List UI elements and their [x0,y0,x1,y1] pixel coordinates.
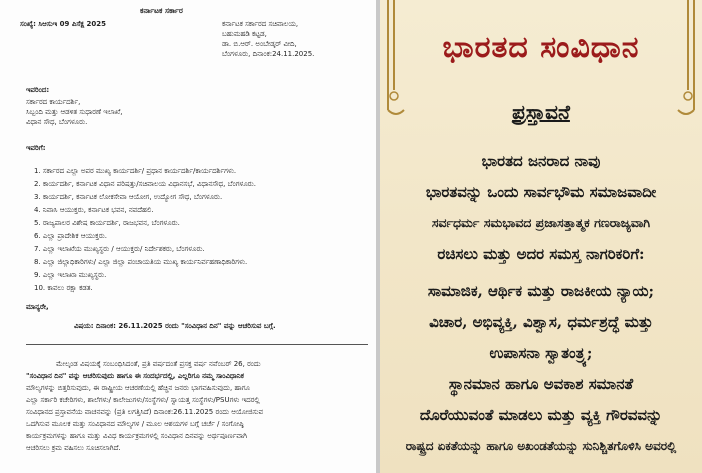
office-line: ಕರ್ನಾಟಕ ಸರ್ಕಾರದ ಸಚಿವಾಲಯ, [222,20,299,28]
list-item: 2. ಕಾರ್ಯದರ್ಶಿ, ಕರ್ನಾಟಕ ವಿಧಾನ ಪರಿಷತ್ತು/ಸಚಿವಾಲಯ ವಿಧಾನಸಭೆ, ವಿಧಾನಸೌಧ, ಬೆಂಗಳೂರು. [34,180,256,188]
list-item: 1. ಸರ್ಕಾರದ ಎಲ್ಲಾ ಅಪರ ಮುಖ್ಯ ಕಾರ್ಯದರ್ಶಿ/ ಪ್ರಧಾನ ಕಾರ್ಯದರ್ಶಿ/ಕಾರ್ಯದರ್ಶಿಗಳು. [34,167,237,175]
salutation: ಮಾನ್ಯರೇ, [26,303,49,311]
list-item: 9. ಎಲ್ಲಾ ಇಲಾಖಾ ಮುಖ್ಯಸ್ಥರು. [34,271,107,279]
to-label: ಇವರಿಗೆ: [26,144,46,152]
list-item: 3. ಕಾರ್ಯದರ್ಶಿ, ಕರ್ನಾಟಕ ಲೋಕಸೇವಾ ಆಯೋಗ, ಉದ್ಯೋಗ ಸೌಧ, ಬೆಂಗಳೂರು. [34,193,223,201]
office-line: ಬಹುಮಹಡಿ ಕಟ್ಟಡ, [222,30,267,38]
preamble-line: ಸರ್ವಧರ್ಮ ಸಮಭಾವದ ಪ್ರಜಾಸತ್ತಾತ್ಮಕ ಗಣರಾಜ್ಯವಾಗಿ [431,215,651,230]
body-line: ಆಚರಿಸಲು ಕ್ರಮ ವಹಿಸಲು ಸೂಚಿಸಲಾಗಿದೆ. [26,444,121,452]
from-line: ಸಿಬ್ಬಂದಿ ಮತ್ತು ಆಡಳಿತ ಸುಧಾರಣೆ ಇಲಾಖೆ, [26,108,123,116]
preamble-line: ರಾಷ್ಟ್ರದ ಏಕತೆಯನ್ನು ಹಾಗೂ ಅಖಂಡತೆಯನ್ನು ಸುನಿಶ್ಚಿತಗೊಳಿಸಿ ಅವರಲ್ಲಿ [405,439,677,453]
body-line: ಎಲ್ಲಾ ಸರ್ಕಾರಿ ಕಚೇರಿಗಳು, ಶಾಲೆಗಳು/ ಕಾಲೇಜುಗಳು/ಸಂಸ್ಥೆಗಳು/ ಸ್ವಾಯತ್ತ ಸಂಸ್ಥೆಗಳು/PSUಗಳು ಇದರಲ್ಲಿ [26,396,260,404]
letter-ref-no: ಸಂಖ್ಯೆ: ಸಿಆಸುಇ 09 ಪಿಸೆಕ್ಷ 2025 [20,20,107,28]
list-item: 4. ನಿವಾಸಿ ಆಯುಕ್ತರು, ಕರ್ನಾಟಕ ಭವನ, ನವದೆಹಲಿ. [34,206,154,214]
body-line: ಕಾರ್ಯಕ್ರಮಗಳನ್ನು ಹಾಗೂ ಮತ್ತು ವಿವಿಧ ಕಾರ್ಯಕ್ರಮಗಳಲ್ಲಿ ಸಂವಿಧಾನ ದಿನವನ್ನು ಅರ್ಥಪೂರ್ಣವಾಗಿ [26,432,247,440]
list-item: 6. ಎಲ್ಲಾ ಪ್ರಾದೇಶಿಕ ಆಯುಕ್ತರು. [34,232,107,240]
preamble-poster [380,0,702,473]
office-line: ಬೆಂಗಳೂರು, ದಿನಾಂಕ:24.11.2025. [222,50,315,58]
from-line: ವಿಧಾನ ಸೌಧ, ಬೆಂಗಳೂರು. [26,118,88,126]
list-item: 10. ಕಾವಲು ರಕ್ಷಾ ಕಡತ. [34,284,93,292]
preamble-line: ವಿಚಾರ, ಅಭಿವ್ಯಕ್ತಿ, ವಿಶ್ವಾಸ, ಧರ್ಮಶ್ರದ್ಧೆ ಮತ್ತು [429,313,653,331]
subject-line: ವಿಷಯ: ದಿನಾಂಕ: 26.11.2025 ರಂದು "ಸಂವಿಧಾನ ದಿನ" ವನ್ನು ಆಚರಿಸುವ ಬಗ್ಗೆ. [74,322,276,330]
from-line: ಸರ್ಕಾರದ ಕಾರ್ಯದರ್ಶಿ, [26,98,81,106]
list-item: 7. ಎಲ್ಲಾ ಇಲಾಖೆಯ ಮುಖ್ಯಸ್ಥರು / ಆಯುಕ್ತರು/ ನಿರ್ದೇಶಕರು, ಬೆಂಗಳೂರು. [34,245,205,253]
preamble-line: ರಚಿಸಲು ಮತ್ತು ಅದರ ಸಮಸ್ತ ನಾಗರಿಕರಿಗೆ: [437,245,645,263]
preamble-title: ಭಾರತದ ಸಂವಿಧಾನ [442,30,640,65]
preamble-line: ಭಾರತವನ್ನು ಒಂದು ಸಾರ್ವಭೌಮ ಸಮಾಜವಾದೀ [425,183,657,201]
preamble-line: ದೊರೆಯುವಂತೆ ಮಾಡಲು ಮತ್ತು ವ್ಯಕ್ತಿ ಗೌರವವನ್ನು [419,406,663,424]
list-item: 5. ರಾಜ್ಯಪಾಲರ ವಿಶೇಷ ಕಾರ್ಯದರ್ಶಿ, ರಾಜಭವನ, ಬೆಂಗಳೂರು. [34,219,180,227]
preamble-line: ಭಾರತದ ಜನರಾದ ನಾವು [481,152,601,170]
office-line: ಡಾ. ಬಿ.ಆರ್. ಅಂಬೇಡ್ಕರ್ ವೀದಿ, [222,40,297,48]
body-line: ಸಂವಿಧಾನದ ಪ್ರಸ್ತಾವನೆಯ ವಾಚನವನ್ನು (ಪ್ರತಿ ಲಗತ್ತಿಸಿದೆ) ದಿನಾಂಕ:26.11.2025 ರಂದು ಆಯೋಜಿಸುವ [26,408,264,416]
body-line: ಒದಗಿಸುವ ಮೂಲಕ ಮತ್ತು ಸಂವಿಧಾನದ ಮೌಲ್ಯಗಳ / ಮೂಲ ಆಶಯಗಳ ಬಗ್ಗೆ ಚರ್ಚೆ / ಸಂಗೋಷ್ಠಿ [26,420,244,428]
list-item: 8. ಎಲ್ಲಾ ಜಿಲ್ಲಾಧಿಕಾರಿಗಳು/ ಎಲ್ಲಾ ಜಿಲ್ಲಾ ಪಂಚಾಯತಿಯ ಮುಖ್ಯ ಕಾರ್ಯನಿರ್ವಹಣಾಧಿಕಾರಿಗಳು. [34,258,248,266]
divider-rule [26,344,368,345]
letter-gov-header: ಕರ್ನಾಟಕ ಸರ್ಕಾರ [140,6,183,15]
preamble-line: ಉಪಾಸನಾ ಸ್ವಾತಂತ್ರ್ಯ; [489,344,593,362]
from-label: ಇವರಿಂದ: [26,86,50,94]
preamble-line: ಸ್ಥಾನಮಾನ ಹಾಗೂ ಅವಕಾಶ ಸಮಾನತೆ [448,375,634,393]
body-line: ಮೇಲ್ಕಂಡ ವಿಷಯಕ್ಕೆ ಸಂಬಂಧಿಸಿದಂತೆ, ಪ್ರತಿ ವರ್ಷದಂತೆ ಪ್ರಸಕ್ತ ವರ್ಷ ನವೆಂಬರ್ 26, ರಂದು [56,360,261,368]
body-line: ಮೌಲ್ಯಗಳನ್ನು ಬಿತ್ತರಿಸುವುದು, ಈ ರಾಷ್ಟ್ರೀಯ ಆಚರಣೆಯಲ್ಲಿ ಹೆಚ್ಚಿನ ಜನರು ಭಾಗವಹಿಸುವುದು, ಹಾಗೂ [26,384,251,392]
preamble-line: ಸಾಮಾಜಿಕ, ಆರ್ಥಿಕ ಮತ್ತು ರಾಜಕೀಯ ನ್ಯಾಯ; [427,282,655,300]
preamble-subtitle: ಪ್ರಸ್ತಾವನೆ [512,100,570,124]
body-line: "ಸಂವಿಧಾನ ದಿನ" ವನ್ನು ಆಚರಿಸುವುದು ಹಾಗೂ ಈ ಸಂದರ್ಭದಲ್ಲಿ, ಎಲ್ಲರಿಗೂ ನಮ್ಮ ಸಾಂವಿಧಾನಿಕ [26,372,244,380]
